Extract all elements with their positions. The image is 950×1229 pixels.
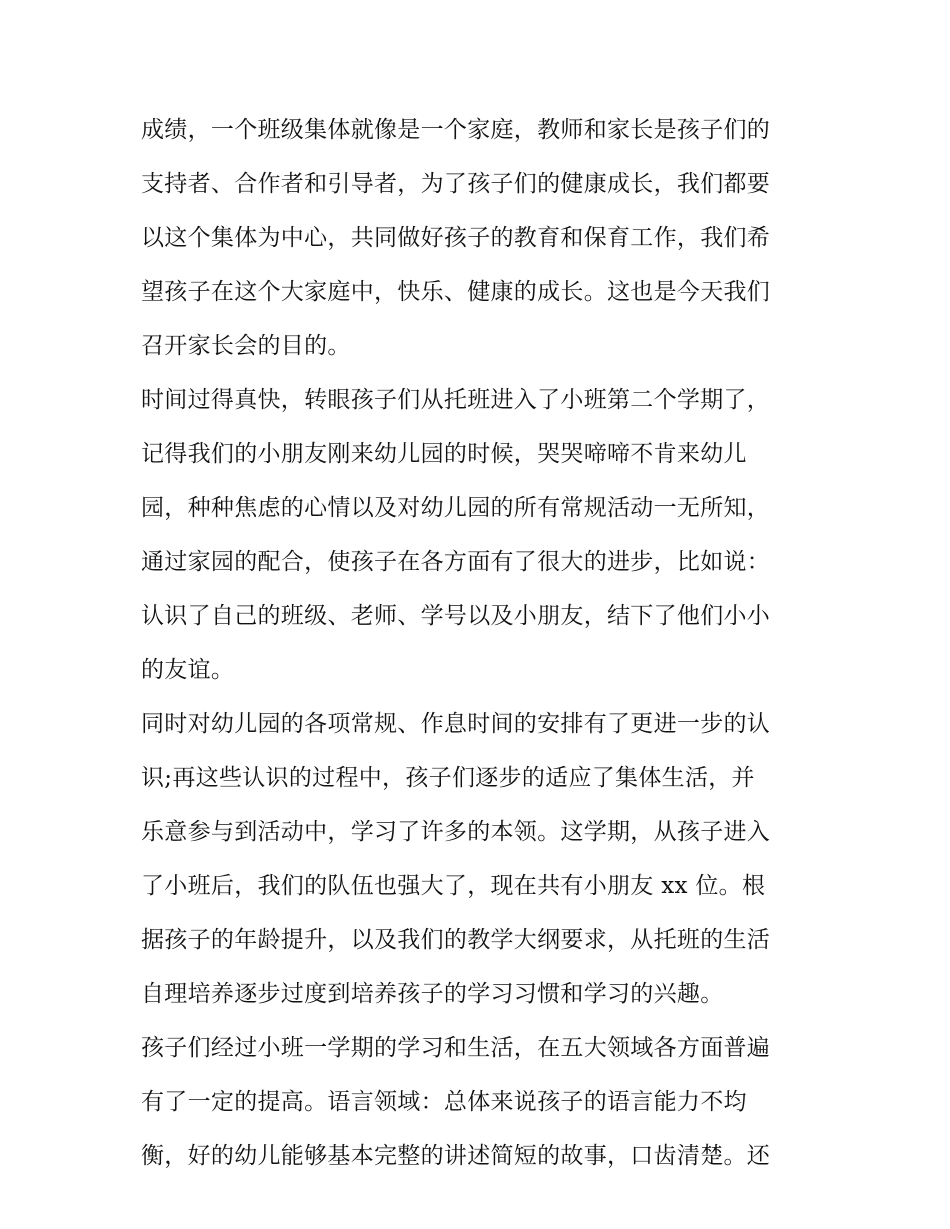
document-body <box>141 103 821 1183</box>
text-line: 的友谊。 <box>141 657 235 683</box>
text-line: 衡，好的幼儿能够基本完整的讲述简短的故事，口齿清楚。还 <box>141 1143 771 1169</box>
text-line: 成绩，一个班级集体就像是一个家庭，教师和家长是孩子们的 <box>141 117 771 143</box>
text-line: 望孩子在这个大家庭中，快乐、健康的成长。这也是今天我们 <box>141 279 771 305</box>
text-line: 乐意参与到活动中，学习了许多的本领。这学期，从孩子进入 <box>141 819 771 845</box>
text-line: 同时对幼儿园的各项常规、作息时间的安排有了更进一步的认 <box>141 711 771 737</box>
text-line: 识;再这些认识的过程中，孩子们逐步的适应了集体生活，并 <box>141 765 755 791</box>
paragraph <box>141 373 821 697</box>
text-line: 时间过得真快，转眼孩子们从托班进入了小班第二个学期了， <box>141 387 771 413</box>
text-line: 认识了自己的班级、老师、学号以及小朋友，结下了他们小小 <box>141 603 771 629</box>
paragraph <box>141 1021 821 1183</box>
text-line: 自理培养逐步过度到培养孩子的学习习惯和学习的兴趣。 <box>141 981 724 1007</box>
text-line: 园，种种焦虑的心情以及对幼儿园的所有常规活动一无所知， <box>141 495 771 521</box>
text-line: 通过家园的配合，使孩子在各方面有了很大的进步，比如说： <box>141 549 771 575</box>
text-line: 以这个集体为中心，共同做好孩子的教育和保育工作，我们希 <box>141 225 771 251</box>
text-line: 支持者、合作者和引导者，为了孩子们的健康成长，我们都要 <box>141 171 771 197</box>
paragraph <box>141 103 821 373</box>
text-line: 孩子们经过小班一学期的学习和生活，在五大领域各方面普遍 <box>141 1035 771 1061</box>
text-line: 有了一定的提高。语言领域：总体来说孩子的语言能力不均 <box>141 1089 747 1115</box>
text-line: 了小班后，我们的队伍也强大了，现在共有小朋友 xx 位。根 <box>141 873 766 899</box>
text-line: 据孩子的年龄提升，以及我们的教学大纲要求，从托班的生活 <box>141 927 771 953</box>
text-line: 记得我们的小朋友刚来幼儿园的时候，哭哭啼啼不肯来幼儿 <box>141 441 747 467</box>
paragraph <box>141 697 821 1021</box>
text-line: 召开家长会的目的。 <box>141 333 351 359</box>
